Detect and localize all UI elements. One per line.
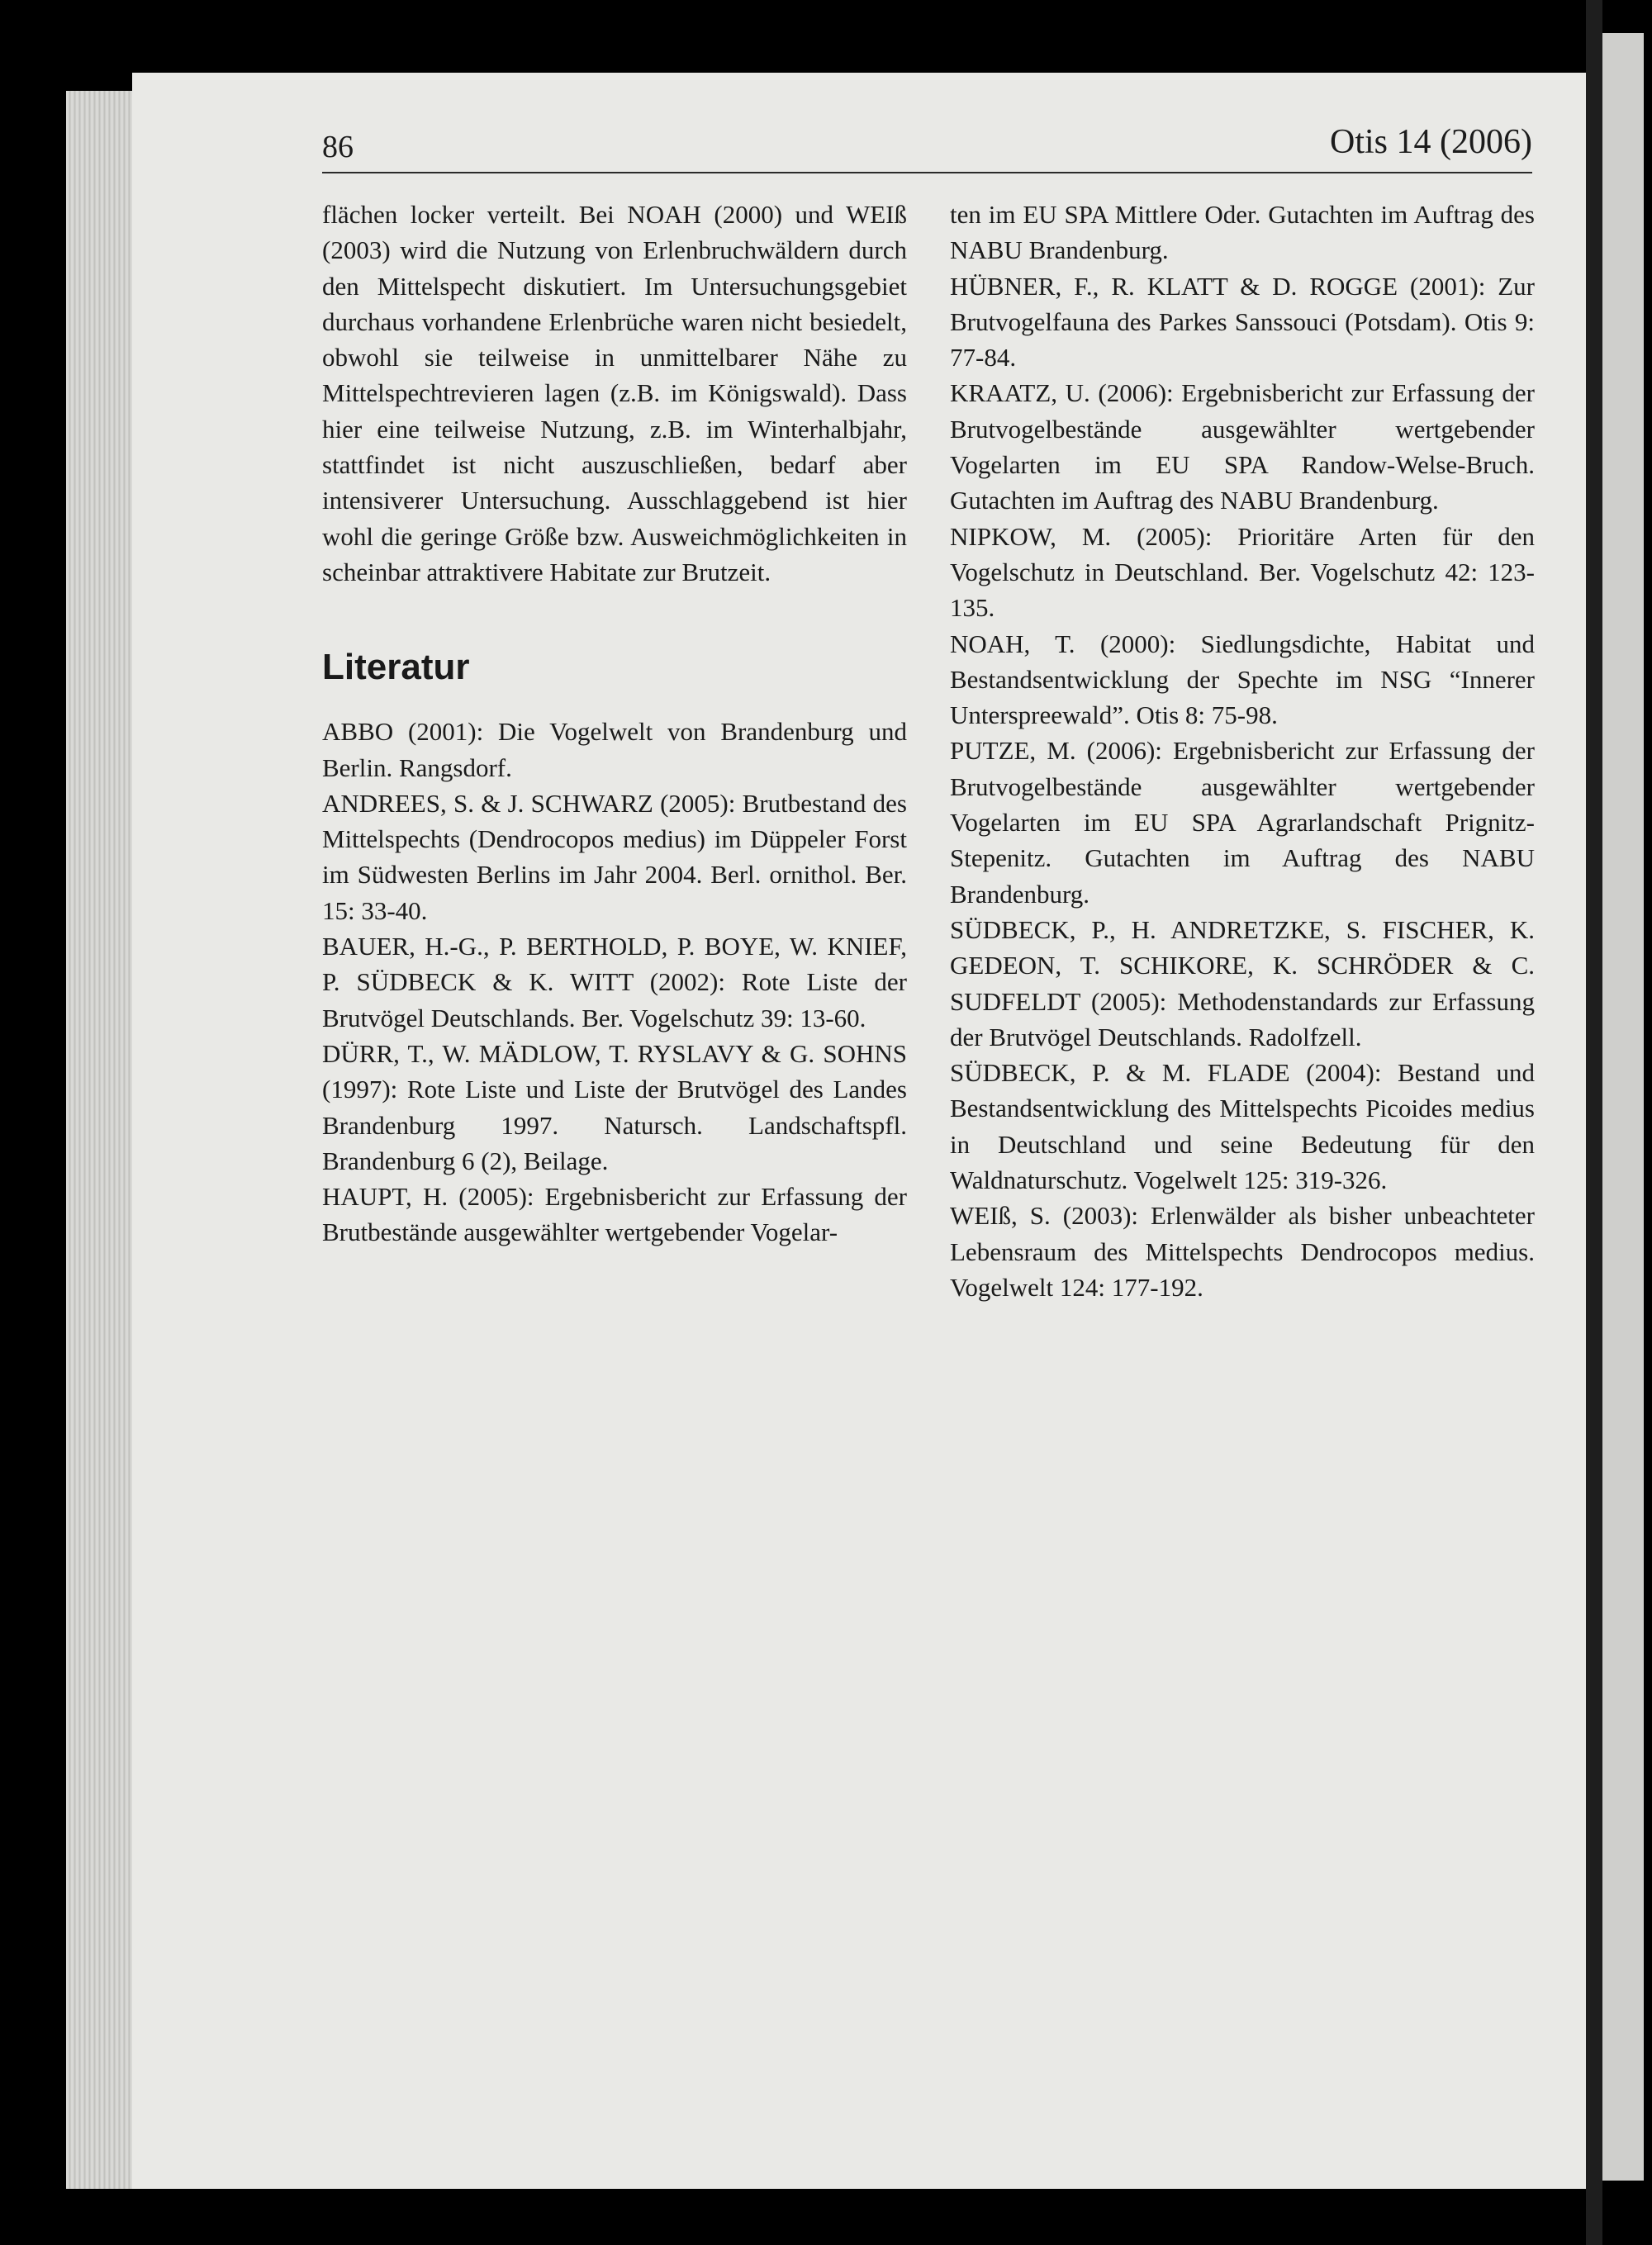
reference-entry: PUTZE, M. (2006): Ergebnisbericht zur Erfassung der Brutvogelbestände ausgewählter wertgebender Vogelarten im EU SPA Agrarlandschaft Prignitz-Stepenitz. Gutachten im Auftrag des NABU Brandenburg. bbox=[950, 736, 1535, 909]
reference-entry: HÜBNER, F., R. KLATT & D. ROGGE (2001): Zur Brutvogelfauna des Parkes Sanssouci (Potsdam). Otis 9: 77-84. bbox=[950, 271, 1535, 373]
reference-entry: SÜDBECK, P. & M. FLADE (2004): Bestand und Bestandsentwicklung des Mittelspechts Picoides medius in Deutschland und seine Bedeutung für den Waldnaturschutz. Vogelwelt 125: 319-326. bbox=[950, 1058, 1535, 1195]
left-column bbox=[322, 197, 907, 1251]
reference-entry: BAUER, H.-G., P. BERTHOLD, P. BOYE, W. KNIEF, P. SÜDBECK & K. WITT (2002): Rote Liste der Brutvögel Deutschlands. Ber. Vogelschutz 39: 13-60. bbox=[322, 932, 907, 1032]
right-column bbox=[950, 197, 1535, 1305]
reference-entry: DÜRR, T., W. MÄDLOW, T. RYSLAVY & G. SOHNS (1997): Rote Liste und Liste der Brutvögel des Landes Brandenburg 1997. Natursch. Landschaftspfl. Brandenburg 6 (2), Beilage. bbox=[322, 1038, 907, 1175]
running-header bbox=[322, 122, 1532, 173]
reference-entry: NOAH, T. (2000): Siedlungsdichte, Habitat und Bestandsentwicklung der Spechte im NSG “Innerer Unterspreewald”. Otis 8: 75-98. bbox=[950, 629, 1535, 730]
reference-entry: KRAATZ, U. (2006): Ergebnisbericht zur Erfassung der Brutvogelbestände ausgewählter wertgebender Vogelarten im EU SPA Randow-Welse-Bruch. Gutachten im Auftrag des NABU Brandenburg. bbox=[950, 378, 1535, 515]
reference-entry: SÜDBECK, P., H. ANDRETZKE, S. FISCHER, K. GEDEON, T. SCHIKORE, K. SCHRÖDER & C. SUDFELDT (2005): Methodenstandards zur Erfassung der Brutvögel Deutschlands. Radolfzell. bbox=[950, 914, 1535, 1051]
section-heading: Literatur bbox=[322, 647, 470, 688]
reference-entry: ten im EU SPA Mittlere Oder. Gutachten im Auftrag des NABU Brandenburg. bbox=[950, 200, 1535, 265]
scan-border-right bbox=[1586, 0, 1602, 2245]
body-paragraph: flächen locker verteilt. Bei NOAH (2000) und WEIß (2003) wird die Nutzung von Erlenbruchwäldern durch den Mittelspecht diskutiert. Im Untersuchungsgebiet durchaus vorhandene Erlenbrüche waren nicht besiedelt, obwohl sie teilweise in unmittelbarer Nähe zu Mittelspechtrevieren lagen (z.B. im Königswald). Dass hier eine teilweise Nutzung, z.B. im Winterhalbjahr, stattfindet ist nicht auszuschließen, bedarf aber intensiverer Untersuchung. Ausschlaggebend ist hier wohl die geringe Größe bzw. Ausweichmöglichkeiten in scheinbar attraktivere Habitate zur Brutzeit. bbox=[322, 200, 907, 586]
journal-title: Otis 14 (2006) bbox=[1330, 123, 1532, 161]
reference-entry: ABBO (2001): Die Vogelwelt von Brandenburg und Berlin. Rangsdorf. bbox=[322, 717, 907, 782]
reference-entry: ANDREES, S. & J. SCHWARZ (2005): Brutbestand des Mittelspechts (Dendrocopos medius) im Düppeler Forst im Südwesten Berlins im Jahr 2004. Berl. ornithol. Ber. 15: 33-40. bbox=[322, 788, 907, 925]
reference-entry: NIPKOW, M. (2005): Prioritäre Arten für den Vogelschutz in Deutschland. Ber. Vogelschutz 42: 123-135. bbox=[950, 521, 1535, 623]
page-number: 86 bbox=[322, 130, 354, 164]
reference-entry: WEIß, S. (2003): Erlenwälder als bisher unbeachteter Lebensraum des Mittelspechts Dendrocopos medius. Vogelwelt 124: 177-192. bbox=[950, 1201, 1535, 1302]
reference-entry: HAUPT, H. (2005): Ergebnisbericht zur Erfassung der Brutbestände ausgewählter wertgebender Vogelar- bbox=[322, 1182, 907, 1247]
